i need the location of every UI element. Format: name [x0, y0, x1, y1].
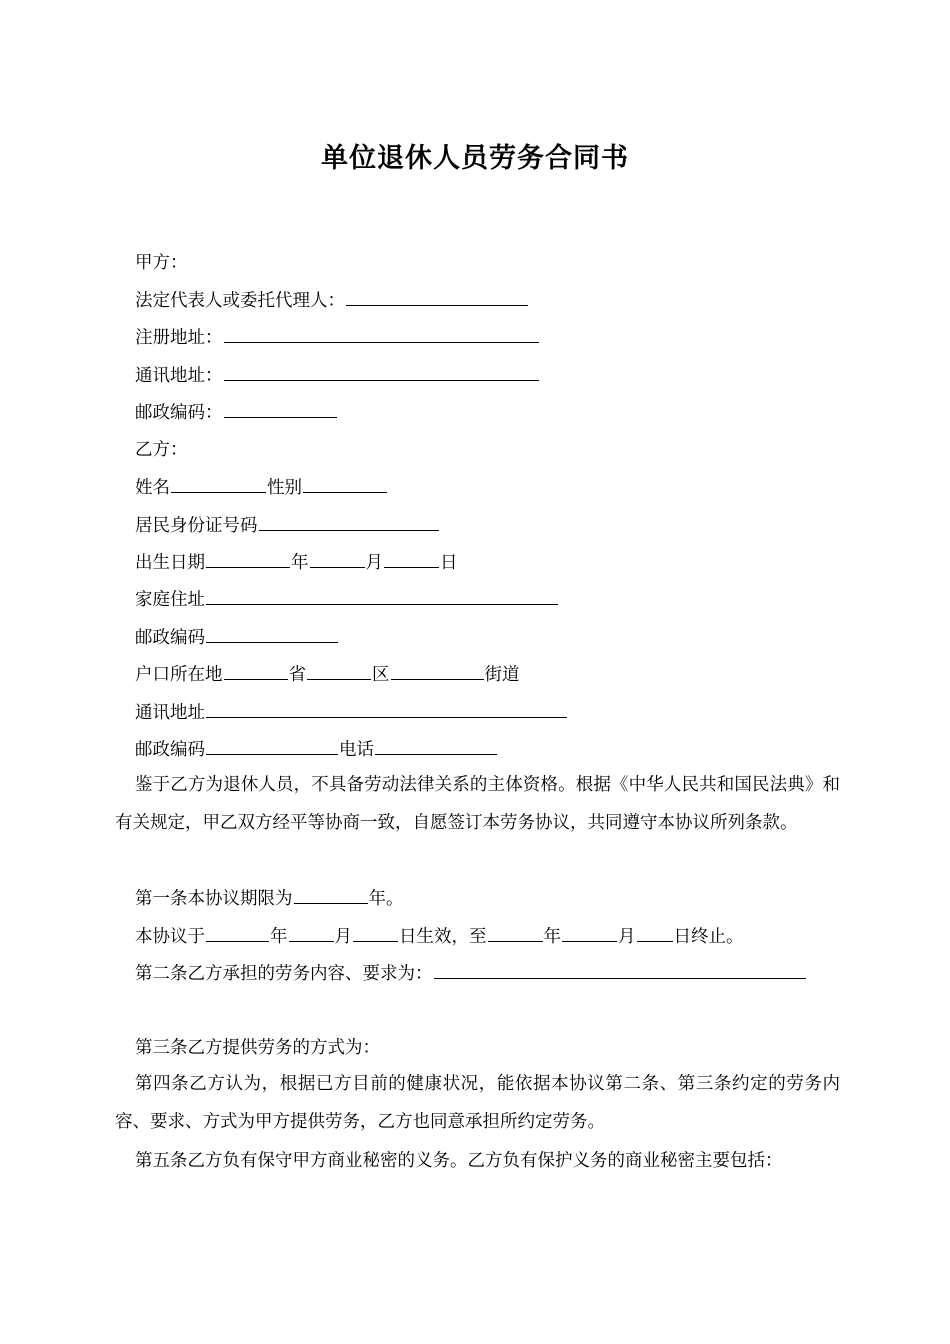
birth-month-blank[interactable]: [310, 551, 365, 568]
start-day-blank[interactable]: [353, 925, 398, 942]
party-b-postcode-phone: 邮政编码 电话: [135, 738, 498, 761]
hukou-province-blank[interactable]: [224, 663, 288, 680]
id-number-blank[interactable]: [259, 514, 439, 531]
party-b-id-number: 居民身份证号码: [135, 514, 440, 537]
party-b-hukou: 户口所在地 省 区 街道: [135, 665, 520, 685]
party-b-mailing-address: 通讯地址: [135, 701, 568, 724]
party-b-home-address: 家庭住址: [135, 588, 559, 611]
preamble-paragraph: 鉴于乙方为退休人员，不具备劳动法律关系的主体资格。根据《中华人民共和国民法典》和有关规定，甲乙双方经平等协商一致，自愿签订本劳务协议，共同遵守本协议所列条款。: [115, 775, 840, 833]
end-year-blank[interactable]: [488, 925, 543, 942]
party-a-heading: 甲方：: [135, 253, 188, 273]
name-blank[interactable]: [171, 476, 266, 493]
article2: 第二条乙方承担的劳务内容、要求为：: [135, 962, 807, 985]
article4-paragraph: 第四条乙方认为，根据已方目前的健康状况，能依据本协议第二条、第三条约定的劳务内容、要求、方式为甲方提供劳务，乙方也同意承担所约定劳务。: [115, 1074, 840, 1132]
hukou-street-blank[interactable]: [391, 663, 484, 680]
party-b-postcode2-blank[interactable]: [206, 738, 338, 755]
representative-blank[interactable]: [346, 289, 528, 306]
start-year-blank[interactable]: [206, 925, 269, 942]
article1-term: 第一条本协议期限为 年。: [135, 889, 404, 909]
party-b-birth-date: 出生日期 年 月 日: [135, 553, 458, 573]
article5: 第五条乙方负有保守甲方商业秘密的义务。乙方负有保护义务的商业秘密主要包括：: [135, 1151, 783, 1171]
home-address-blank[interactable]: [206, 588, 558, 605]
party-a-postcode: 邮政编码：: [135, 401, 338, 424]
phone-blank[interactable]: [375, 738, 497, 755]
party-a-registered-address: 注册地址：: [135, 326, 540, 349]
hukou-district-blank[interactable]: [307, 663, 371, 680]
registered-address-blank[interactable]: [224, 326, 539, 343]
document-title: 单位退休人员劳务合同书: [321, 143, 629, 174]
birth-day-blank[interactable]: [384, 551, 439, 568]
postcode-blank[interactable]: [224, 401, 337, 418]
term-years-blank[interactable]: [294, 887, 368, 904]
article1-dates: 本协议于 年 月 日生效，至 年 月 日终止。: [135, 927, 744, 947]
article2-blank[interactable]: [434, 962, 806, 979]
end-month-blank[interactable]: [562, 925, 617, 942]
start-month-blank[interactable]: [289, 925, 334, 942]
article3: 第三条乙方提供劳务的方式为：: [135, 1038, 380, 1058]
party-b-heading: 乙方：: [135, 440, 188, 460]
party-b-name-gender: 姓名 性别: [135, 476, 388, 499]
party-b-postcode: 邮政编码: [135, 626, 339, 649]
mailing-address-blank[interactable]: [224, 364, 539, 381]
gender-blank[interactable]: [303, 476, 387, 493]
birth-year-blank[interactable]: [206, 551, 290, 568]
party-b-postcode-blank[interactable]: [206, 626, 338, 643]
end-day-blank[interactable]: [637, 925, 673, 942]
party-a-mailing-address: 通讯地址：: [135, 364, 540, 387]
party-b-mailing-address-blank[interactable]: [206, 701, 567, 718]
party-a-representative: 法定代表人或委托代理人：: [135, 289, 529, 312]
